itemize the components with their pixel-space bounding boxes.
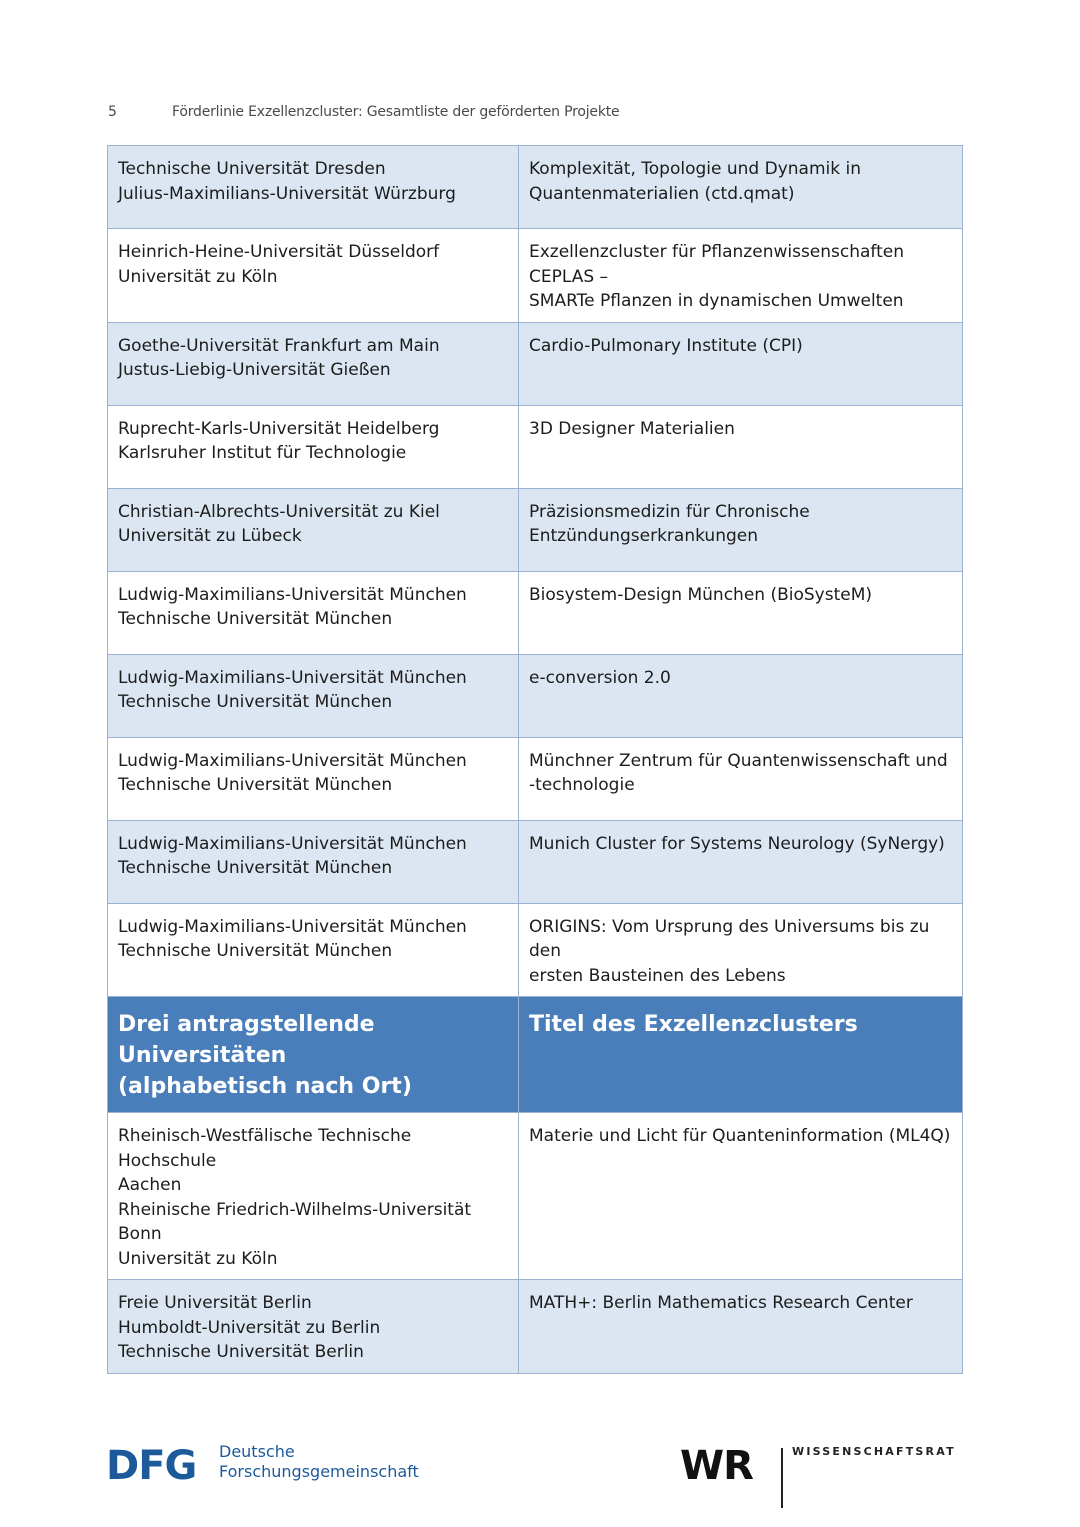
cluster-title-cell (519, 820, 963, 903)
universities-cell-line: Ruprecht-Karls-Universität Heidelberg (118, 418, 440, 439)
universities-cell (108, 571, 519, 654)
universities-cell-line: Technische Universität München (118, 775, 393, 795)
universities-cell-line: Karlsruher Institut für Technologie (118, 443, 407, 463)
universities-cell-line: Ludwig-Maximilians-Universität München (118, 750, 467, 771)
universities-cell-line: Julius-Maximilians-Universität Würzburg (118, 183, 456, 204)
column-header-universities (108, 997, 519, 1113)
cluster-title-cell-line: Quantenmaterialien (ctd.qmat) (529, 183, 795, 204)
universities-cell-line: Goethe-Universität Frankfurt am Main (118, 335, 440, 356)
cluster-title-cell (519, 654, 963, 737)
cluster-title-cell-line: MATH+: Berlin Mathematics Research Center (529, 1293, 913, 1313)
wr-name: WISSENSCHAFTSRAT (792, 1445, 956, 1458)
universities-cell-line: Universität zu Köln (118, 266, 278, 287)
cluster-title-cell-line: Biosystem-Design München (BioSysteM) (529, 584, 873, 605)
universities-cell-line: Universität zu Köln (118, 1248, 278, 1269)
cluster-title-cell (519, 903, 963, 997)
page-number: 5 (108, 104, 117, 120)
cluster-title-cell (519, 229, 963, 323)
universities-cell (108, 1280, 519, 1374)
cluster-title-cell-line: Exzellenzcluster für Pflanzenwissenschaften CEPLAS – (529, 242, 905, 287)
universities-cell-line: Ludwig-Maximilians-Universität München (118, 916, 467, 937)
page-header-title: Förderlinie Exzellenzcluster: Gesamtliste der geförderten Projekte (172, 104, 620, 120)
universities-cell-line: Ludwig-Maximilians-Universität München (118, 833, 467, 854)
table-row (108, 405, 963, 488)
table-row (108, 229, 963, 323)
table-row (108, 1113, 963, 1280)
universities-cell-line: Freie Universität Berlin (118, 1293, 312, 1313)
cluster-title-cell-line: ORIGINS: Vom Ursprung des Universums bis zu den (529, 916, 930, 961)
universities-cell-line: Technische Universität München (118, 858, 393, 878)
cluster-title-cell-line: Munich Cluster for Systems Neurology (SyNergy) (529, 833, 945, 854)
universities-cell (108, 146, 519, 229)
universities-cell-line: Christian-Albrechts-Universität zu Kiel (118, 501, 440, 522)
dfg-name (219, 1442, 419, 1482)
universities-cell-line: Technische Universität Dresden (118, 159, 386, 179)
universities-cell-line: Heinrich-Heine-Universität Düsseldorf (118, 242, 440, 262)
cluster-title-cell (519, 146, 963, 229)
universities-cell-line: Rheinische Friedrich-Wilhelms-Universität Bonn (118, 1199, 472, 1244)
dfg-logo-mark: DFG (106, 1443, 197, 1489)
table-row (108, 1280, 963, 1374)
universities-cell (108, 229, 519, 323)
universities-cell-line: Ludwig-Maximilians-Universität München (118, 667, 467, 688)
column-header-title-line: Titel des Exzellenzclusters (529, 1012, 858, 1037)
cluster-title-cell (519, 571, 963, 654)
universities-cell (108, 322, 519, 405)
table-row (108, 571, 963, 654)
cluster-title-cell-line: Materie und Licht für Quanteninformation (ML4Q) (529, 1126, 951, 1146)
cluster-title-cell-line: SMARTe Pflanzen in dynamischen Umwelten (529, 291, 904, 311)
table-row (108, 903, 963, 997)
universities-cell (108, 488, 519, 571)
universities-cell-line: Technische Universität München (118, 692, 393, 712)
universities-cell (108, 737, 519, 820)
cluster-title-cell (519, 322, 963, 405)
wr-divider (781, 1448, 783, 1508)
universities-cell-line: Rheinisch-Westfälische Technische Hochschule (118, 1126, 412, 1171)
table-row (108, 488, 963, 571)
table-row (108, 654, 963, 737)
cluster-title-cell (519, 1280, 963, 1374)
cluster-title-cell-line: Präzisionsmedizin für Chronische (529, 501, 810, 522)
cluster-title-cell-line: e-conversion 2.0 (529, 667, 671, 688)
column-header-universities-line: (alphabetisch nach Ort) (118, 1074, 412, 1099)
universities-cell-line: Justus-Liebig-Universität Gießen (118, 360, 391, 380)
cluster-title-cell (519, 488, 963, 571)
cluster-table-body (108, 146, 963, 1374)
dfg-name-line: Forschungsgemeinschaft (219, 1462, 419, 1481)
universities-cell-line: Ludwig-Maximilians-Universität München (118, 584, 467, 605)
table-row (108, 737, 963, 820)
universities-cell-line: Aachen (118, 1175, 182, 1195)
universities-cell-line: Technische Universität Berlin (118, 1342, 364, 1362)
universities-cell (108, 1113, 519, 1280)
cluster-title-cell-line: Cardio-Pulmonary Institute (CPI) (529, 335, 803, 356)
cluster-title-cell-line: Entzündungserkrankungen (529, 526, 759, 546)
table-row (108, 146, 963, 229)
universities-cell-line: Technische Universität München (118, 609, 393, 629)
column-header-universities-line: Drei antragstellende Universitäten (118, 1012, 375, 1068)
cluster-title-cell-line: Komplexität, Topologie und Dynamik in (529, 159, 861, 179)
universities-cell (108, 654, 519, 737)
cluster-title-cell-line: 3D Designer Materialien (529, 418, 735, 439)
cluster-title-cell (519, 1113, 963, 1280)
universities-cell (108, 405, 519, 488)
universities-cell-line: Technische Universität München (118, 941, 393, 961)
universities-cell-line: Humboldt-Universität zu Berlin (118, 1317, 381, 1338)
cluster-title-cell (519, 737, 963, 820)
universities-cell (108, 903, 519, 997)
cluster-title-cell-line: Münchner Zentrum für Quantenwissenschaft und (529, 750, 948, 771)
cluster-title-cell (519, 405, 963, 488)
table-row (108, 322, 963, 405)
wr-logo-mark: WR (680, 1443, 753, 1489)
cluster-title-cell-line: ersten Bausteinen des Lebens (529, 965, 786, 986)
wr-logo (680, 1440, 970, 1510)
cluster-title-cell-line: -technologie (529, 775, 635, 795)
section-header-row (108, 997, 963, 1113)
column-header-title (519, 997, 963, 1113)
dfg-name-line: Deutsche (219, 1442, 295, 1461)
cluster-table (107, 145, 963, 1374)
page-header (108, 104, 968, 124)
table-row (108, 820, 963, 903)
universities-cell (108, 820, 519, 903)
universities-cell-line: Universität zu Lübeck (118, 526, 302, 546)
